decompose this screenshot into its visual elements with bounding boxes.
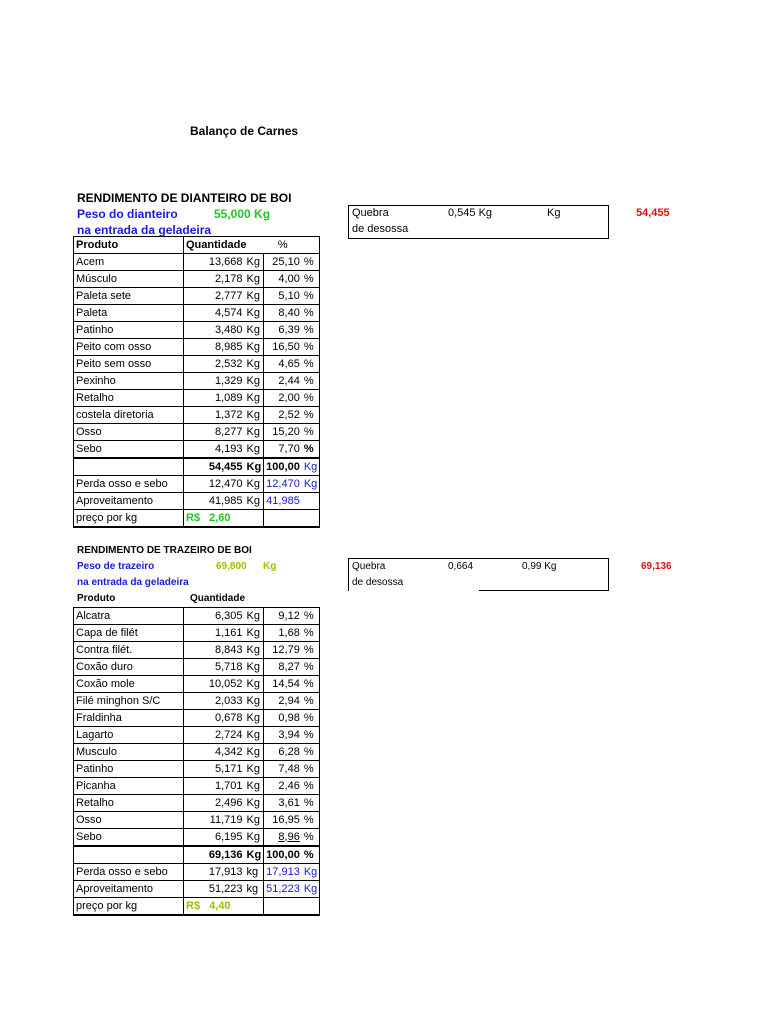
- aproveitamento-blue-value: 41,985: [264, 493, 302, 510]
- percent-cell: 25,10: [264, 254, 302, 271]
- quantidade-cell: 8,985: [184, 339, 245, 356]
- unit-cell: Kg: [245, 373, 264, 390]
- trazeiro-peso-value: 69,800: [216, 561, 247, 572]
- quantidade-cell: 8,843: [184, 642, 245, 659]
- produto-cell: Pexinho: [74, 373, 184, 390]
- total-percent: 100,00: [264, 458, 302, 476]
- percent-unit-cell: %: [302, 288, 320, 305]
- preco-value: 2,60: [209, 511, 231, 524]
- unit-cell: Kg: [245, 424, 264, 441]
- table-row: [74, 390, 320, 407]
- percent-cell: 16,50: [264, 339, 302, 356]
- unit-cell: Kg: [245, 254, 264, 271]
- unit-cell: Kg: [245, 407, 264, 424]
- preco-value-cell: [184, 510, 245, 528]
- aproveitamento-label: Aproveitamento: [74, 881, 184, 898]
- percent-cell: 12,79: [264, 642, 302, 659]
- total-unit: Kg: [245, 846, 264, 864]
- percent-cell: 1,68: [264, 625, 302, 642]
- quantidade-cell: 3,480: [184, 322, 245, 339]
- dianteiro-peso-label: Peso do dianteiro: [77, 207, 178, 221]
- quantidade-cell: 2,724: [184, 727, 245, 744]
- percent-unit-cell: %: [302, 305, 320, 322]
- percent-unit-cell: %: [302, 339, 320, 356]
- quantidade-cell: 1,161: [184, 625, 245, 642]
- quantidade-cell: 2,496: [184, 795, 245, 812]
- quantidade-cell: 4,574: [184, 305, 245, 322]
- percent-cell: 7,70: [264, 441, 302, 459]
- table-row: [74, 254, 320, 271]
- unit-cell: Kg: [245, 812, 264, 829]
- total-row: [74, 846, 320, 864]
- perda-label: Perda osso e sebo: [74, 864, 184, 881]
- produto-cell: Sebo: [74, 829, 184, 847]
- col-percent: %: [264, 237, 302, 254]
- produto-cell: Picanha: [74, 778, 184, 795]
- percent-unit-cell: %: [302, 727, 320, 744]
- percent-unit-cell: %: [302, 676, 320, 693]
- quantidade-cell: 5,171: [184, 761, 245, 778]
- table-row: [74, 271, 320, 288]
- perda-quantidade: 17,913: [184, 864, 245, 881]
- unit-cell: Kg: [245, 659, 264, 676]
- table-row: [74, 356, 320, 373]
- dianteiro-table: [73, 236, 320, 528]
- dianteiro-quebra-label: Quebra: [352, 207, 389, 219]
- produto-cell: Coxão mole: [74, 676, 184, 693]
- page-title: Balanço de Carnes: [190, 124, 299, 138]
- dianteiro-entrada-label: na entrada da geladeira: [77, 223, 212, 237]
- perda-unit: kg: [245, 864, 264, 881]
- quantidade-cell: 8,277: [184, 424, 245, 441]
- table-row: [74, 305, 320, 322]
- quantidade-cell: 5,718: [184, 659, 245, 676]
- produto-cell: Osso: [74, 812, 184, 829]
- percent-cell: 8,96: [264, 829, 302, 847]
- unit-cell: Kg: [245, 676, 264, 693]
- trazeiro-quebra-total: 69,136: [641, 561, 672, 572]
- preco-blank-2: [264, 510, 302, 528]
- percent-unit-cell: %: [302, 778, 320, 795]
- trazeiro-desossa-label: de desossa: [352, 577, 404, 588]
- table-row: [74, 727, 320, 744]
- unit-cell: Kg: [245, 761, 264, 778]
- perda-label: Perda osso e sebo: [74, 476, 184, 493]
- percent-cell: 9,12: [264, 608, 302, 625]
- percent-cell: 2,44: [264, 373, 302, 390]
- unit-cell: Kg: [245, 288, 264, 305]
- produto-cell: Retalho: [74, 390, 184, 407]
- unit-cell: Kg: [245, 795, 264, 812]
- trazeiro-quebra-underline: [479, 590, 608, 591]
- perda-row: [74, 476, 320, 493]
- preco-blank-1: [245, 510, 264, 528]
- preco-blank-3: [302, 510, 320, 528]
- percent-cell: 15,20: [264, 424, 302, 441]
- produto-cell: Coxão duro: [74, 659, 184, 676]
- total-percent-unit: %: [302, 846, 320, 864]
- percent-unit-cell: %: [302, 271, 320, 288]
- percent-cell: 8,27: [264, 659, 302, 676]
- quantidade-cell: 6,195: [184, 829, 245, 847]
- table-row: [74, 373, 320, 390]
- unit-cell: Kg: [245, 744, 264, 761]
- produto-cell: Sebo: [74, 441, 184, 459]
- total-blank-cell: [74, 846, 184, 864]
- trazeiro-peso-label: Peso de trazeiro: [77, 561, 155, 572]
- produto-cell: Musculo: [74, 744, 184, 761]
- aproveitamento-unit: kg: [245, 881, 264, 898]
- dianteiro-desossa-label: de desossa: [352, 223, 409, 235]
- perda-blue-value: 12,470: [264, 476, 302, 493]
- produto-cell: Osso: [74, 424, 184, 441]
- unit-cell: Kg: [245, 710, 264, 727]
- unit-cell: Kg: [245, 271, 264, 288]
- percent-cell: 16,95: [264, 812, 302, 829]
- preco-label: preço por kg: [74, 510, 184, 528]
- col-quantidade: Quantidade: [184, 237, 264, 254]
- aproveitamento-unit: Kg: [245, 493, 264, 510]
- percent-unit-cell: %: [302, 322, 320, 339]
- percent-unit-cell: %: [302, 829, 320, 847]
- percent-cell: 2,94: [264, 693, 302, 710]
- unit-cell: Kg: [245, 625, 264, 642]
- percent-unit-cell: %: [302, 710, 320, 727]
- table-row: [74, 676, 320, 693]
- produto-cell: Fraldinha: [74, 710, 184, 727]
- table-row: [74, 625, 320, 642]
- unit-cell: Kg: [245, 829, 264, 847]
- aproveitamento-row: [74, 493, 320, 510]
- dianteiro-header-row: [74, 237, 320, 254]
- quantidade-cell: 6,305: [184, 608, 245, 625]
- produto-cell: Peito com osso: [74, 339, 184, 356]
- quantidade-cell: 1,372: [184, 407, 245, 424]
- percent-unit-cell: %: [302, 693, 320, 710]
- unit-cell: Kg: [245, 305, 264, 322]
- preco-blank-3: [302, 898, 320, 916]
- quantidade-cell: 4,342: [184, 744, 245, 761]
- total-row: [74, 458, 320, 476]
- percent-cell: 4,65: [264, 356, 302, 373]
- trazeiro-col-produto: Produto: [77, 593, 116, 604]
- total-quantidade: 54,455: [184, 458, 245, 476]
- preco-value-cell: [184, 898, 245, 916]
- produto-cell: Filé minghon S/C: [74, 693, 184, 710]
- table-row: [74, 339, 320, 356]
- percent-unit-cell: %: [302, 744, 320, 761]
- percent-unit-cell: %: [302, 254, 320, 271]
- dianteiro-quebra-unit: Kg: [547, 207, 561, 219]
- table-row: [74, 424, 320, 441]
- unit-cell: Kg: [245, 322, 264, 339]
- percent-cell: 8,40: [264, 305, 302, 322]
- percent-unit-cell: %: [302, 642, 320, 659]
- quantidade-cell: 10,052: [184, 676, 245, 693]
- table-row: [74, 322, 320, 339]
- aproveitamento-blue-unit: Kg: [302, 881, 320, 898]
- percent-unit-cell: %: [302, 390, 320, 407]
- percent-unit-cell: %: [302, 812, 320, 829]
- aproveitamento-blue-unit: [302, 493, 320, 510]
- percent-cell: 14,54: [264, 676, 302, 693]
- produto-cell: costela diretoria: [74, 407, 184, 424]
- percent-cell: 2,52: [264, 407, 302, 424]
- table-row: [74, 659, 320, 676]
- dianteiro-quebra-total: 54,455: [636, 207, 670, 219]
- trazeiro-entrada-label: na entrada da geladeira: [77, 577, 189, 588]
- quantidade-cell: 0,678: [184, 710, 245, 727]
- total-unit: Kg: [245, 458, 264, 476]
- percent-unit-cell: %: [302, 424, 320, 441]
- perda-blue-unit: Kg: [302, 476, 320, 493]
- percent-unit-cell: %: [302, 608, 320, 625]
- trazeiro-quebra-label: Quebra: [352, 561, 386, 572]
- unit-cell: Kg: [245, 390, 264, 407]
- perda-blue-unit: Kg: [302, 864, 320, 881]
- quantidade-cell: 13,668: [184, 254, 245, 271]
- quantidade-cell: 1,089: [184, 390, 245, 407]
- table-row: [74, 693, 320, 710]
- unit-cell: Kg: [245, 356, 264, 373]
- dianteiro-peso-value: 55,000 Kg: [214, 207, 271, 221]
- aproveitamento-quantidade: 41,985: [184, 493, 245, 510]
- preco-blank-1: [245, 898, 264, 916]
- currency-symbol: R$: [186, 899, 201, 912]
- unit-cell: Kg: [245, 608, 264, 625]
- percent-unit-cell: %: [302, 625, 320, 642]
- percent-unit-cell: %: [302, 373, 320, 390]
- unit-cell: Kg: [245, 727, 264, 744]
- trazeiro-col-quantidade: Quantidade: [190, 593, 246, 604]
- percent-cell: 0,98: [264, 710, 302, 727]
- produto-cell: Patinho: [74, 761, 184, 778]
- percent-cell: 2,46: [264, 778, 302, 795]
- percent-unit-cell: %: [302, 795, 320, 812]
- percent-unit-cell: %: [302, 441, 320, 459]
- quantidade-cell: 1,329: [184, 373, 245, 390]
- quantidade-cell: 2,178: [184, 271, 245, 288]
- preco-blank-2: [264, 898, 302, 916]
- total-percent: 100,00: [264, 846, 302, 864]
- preco-label: preço por kg: [74, 898, 184, 916]
- percent-unit-cell: %: [302, 761, 320, 778]
- percent-cell: 7,48: [264, 761, 302, 778]
- unit-cell: Kg: [245, 642, 264, 659]
- quantidade-cell: 1,701: [184, 778, 245, 795]
- table-row: [74, 778, 320, 795]
- currency-symbol: R$: [186, 511, 201, 524]
- produto-cell: Músculo: [74, 271, 184, 288]
- produto-cell: Paleta: [74, 305, 184, 322]
- percent-cell: 3,61: [264, 795, 302, 812]
- produto-cell: Retalho: [74, 795, 184, 812]
- preco-value: 4,40: [209, 899, 231, 912]
- produto-cell: Acem: [74, 254, 184, 271]
- preco-row: [74, 510, 320, 528]
- percent-unit-cell: %: [302, 356, 320, 373]
- trazeiro-table: [73, 607, 320, 916]
- total-quantidade: 69,136: [184, 846, 245, 864]
- table-row: [74, 441, 320, 459]
- quantidade-cell: 11,719: [184, 812, 245, 829]
- table-row: [74, 829, 320, 847]
- trazeiro-quebra-value: 0,664: [448, 561, 474, 572]
- percent-unit-cell: %: [302, 407, 320, 424]
- table-row: [74, 795, 320, 812]
- percent-cell: 5,10: [264, 288, 302, 305]
- produto-cell: Capa de filét: [74, 625, 184, 642]
- percent-cell: 3,94: [264, 727, 302, 744]
- total-blank-cell: [74, 458, 184, 476]
- percent-cell: 6,28: [264, 744, 302, 761]
- trazeiro-heading: RENDIMENTO DE TRAZEIRO DE BOI: [77, 545, 252, 556]
- produto-cell: Patinho: [74, 322, 184, 339]
- unit-cell: Kg: [245, 339, 264, 356]
- quantidade-cell: 2,777: [184, 288, 245, 305]
- produto-cell: Paleta sete: [74, 288, 184, 305]
- produto-cell: Alcatra: [74, 608, 184, 625]
- table-row: [74, 642, 320, 659]
- perda-blue-value: 17,913: [264, 864, 302, 881]
- quantidade-cell: 2,532: [184, 356, 245, 373]
- aproveitamento-blue-value: 51,223: [264, 881, 302, 898]
- percent-unit-cell: %: [302, 659, 320, 676]
- quantidade-cell: 2,033: [184, 693, 245, 710]
- unit-cell: Kg: [245, 441, 264, 459]
- aproveitamento-row: [74, 881, 320, 898]
- aproveitamento-label: Aproveitamento: [74, 493, 184, 510]
- perda-unit: Kg: [245, 476, 264, 493]
- dianteiro-heading: RENDIMENTO DE DIANTEIRO DE BOI: [77, 191, 292, 205]
- table-row: [74, 710, 320, 727]
- table-row: [74, 288, 320, 305]
- dianteiro-quebra-value: 0,545 Kg: [448, 207, 493, 219]
- perda-quantidade: 12,470: [184, 476, 245, 493]
- total-percent-unit: Kg: [302, 458, 320, 476]
- unit-cell: Kg: [245, 693, 264, 710]
- table-row: [74, 761, 320, 778]
- aproveitamento-quantidade: 51,223: [184, 881, 245, 898]
- trazeiro-peso-unit: Kg: [263, 561, 277, 572]
- produto-cell: Contra filét.: [74, 642, 184, 659]
- table-row: [74, 812, 320, 829]
- col-produto: Produto: [74, 237, 184, 254]
- percent-cell: 4,00: [264, 271, 302, 288]
- produto-cell: Lagarto: [74, 727, 184, 744]
- perda-row: [74, 864, 320, 881]
- produto-cell: Peito sem osso: [74, 356, 184, 373]
- table-row: [74, 608, 320, 625]
- unit-cell: Kg: [245, 778, 264, 795]
- table-row: [74, 407, 320, 424]
- preco-row: [74, 898, 320, 916]
- percent-cell: 6,39: [264, 322, 302, 339]
- quantidade-cell: 4,193: [184, 441, 245, 459]
- table-row: [74, 744, 320, 761]
- trazeiro-quebra-value2: 0,99 Kg: [522, 561, 557, 572]
- percent-cell: 2,00: [264, 390, 302, 407]
